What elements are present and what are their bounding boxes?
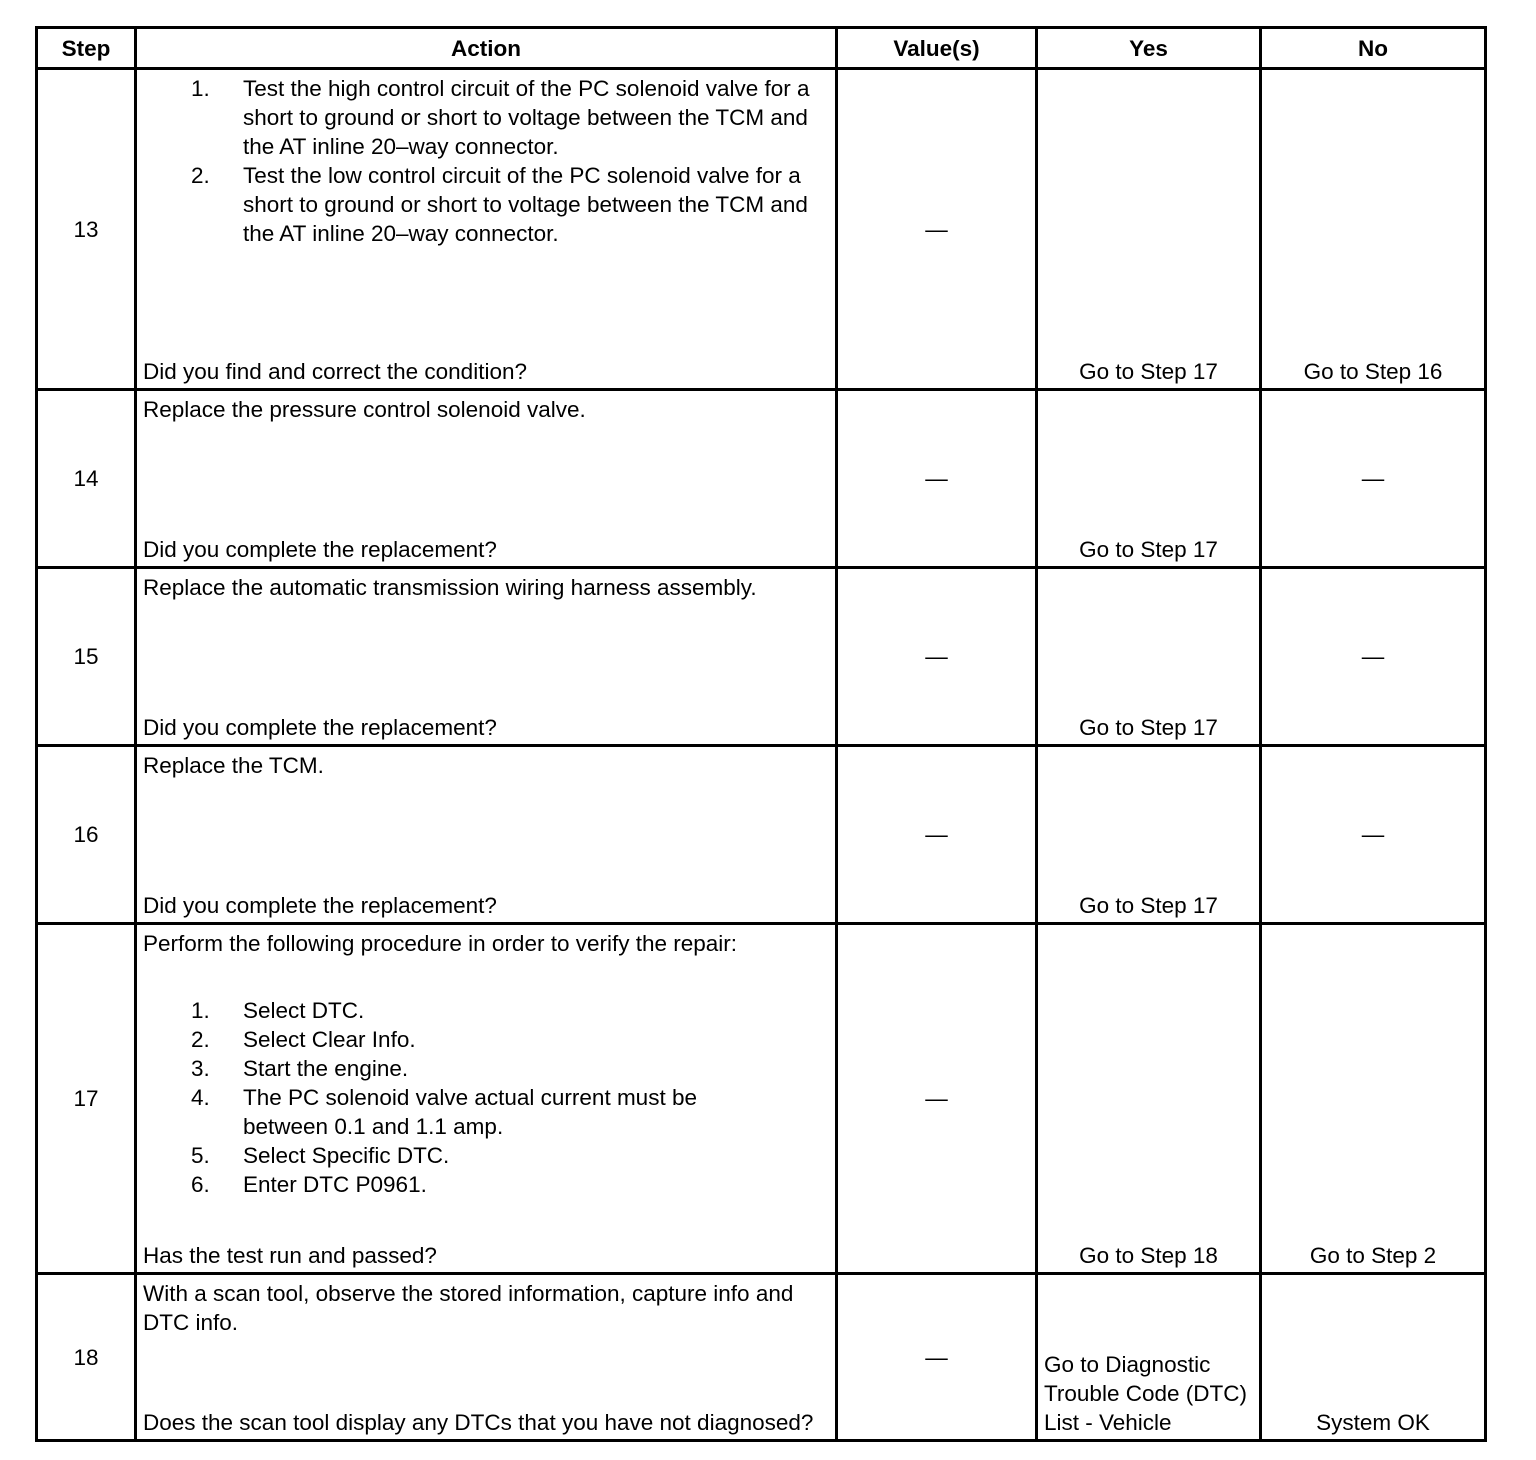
action-cell <box>136 390 837 568</box>
action-content <box>137 1275 835 1439</box>
value-cell: — <box>837 568 1037 746</box>
table-row <box>37 568 1486 746</box>
list-number: 5. <box>191 1143 210 1168</box>
action-text: Perform the following procedure in order to verify the repair: <box>143 931 738 956</box>
action-question: Has the test run and passed? <box>143 1243 437 1268</box>
table-row <box>37 1274 1486 1441</box>
yes-cell <box>1037 746 1261 924</box>
action-content <box>137 925 835 1272</box>
action-question: Did you complete the replacement? <box>143 715 497 740</box>
yes-link[interactable]: Go to Step 17 <box>1079 359 1218 384</box>
no-cell <box>1261 1274 1486 1441</box>
list-item <box>143 1054 829 1083</box>
yes-cell <box>1037 924 1261 1274</box>
list-item <box>143 996 829 1025</box>
list-item <box>143 161 829 248</box>
action-steps <box>143 996 829 1199</box>
list-number: 1. <box>191 998 210 1023</box>
value-cell: — <box>837 390 1037 568</box>
action-cell <box>136 924 837 1274</box>
yes-cell <box>1037 69 1261 390</box>
yes-link[interactable]: Go to Step 17 <box>1079 715 1218 740</box>
list-item <box>143 1025 829 1054</box>
action-cell <box>136 69 837 390</box>
no-link[interactable]: Go to Step 2 <box>1309 1243 1437 1268</box>
list-number: 2. <box>191 163 210 188</box>
list-item <box>143 74 829 161</box>
yes-link[interactable]: Go to Step 17 <box>1079 893 1218 918</box>
action-text: Replace the TCM. <box>143 753 324 778</box>
action-text: With a scan tool, observe the stored information, capture info and DTC info. <box>143 1281 794 1335</box>
yes-link[interactable]: Go to Step 17 <box>1079 537 1218 562</box>
action-question: Did you complete the replacement? <box>143 893 497 918</box>
header-values: Value(s) <box>837 28 1037 69</box>
no-cell: — <box>1261 390 1486 568</box>
action-text: Replace the pressure control solenoid valve. <box>143 397 586 422</box>
action-content <box>137 569 835 744</box>
step-number: 18 <box>37 1274 136 1441</box>
list-number: 4. <box>191 1085 210 1110</box>
list-number: 6. <box>191 1172 210 1197</box>
step-number: 15 <box>37 568 136 746</box>
yes-cell <box>1037 1274 1261 1441</box>
action-question: Does the scan tool display any DTCs that you have not diagnosed? <box>143 1410 814 1435</box>
header-yes: Yes <box>1037 28 1261 69</box>
list-number: 3. <box>191 1056 210 1081</box>
list-text: Select Specific DTC. <box>243 1143 450 1168</box>
action-cell <box>136 746 837 924</box>
list-item <box>143 1083 829 1141</box>
action-steps <box>143 74 829 248</box>
step-number: 13 <box>37 69 136 390</box>
diagnostic-table <box>35 26 1487 1442</box>
table-row <box>37 924 1486 1274</box>
header-action: Action <box>136 28 837 69</box>
action-question: Did you complete the replacement? <box>143 537 497 562</box>
action-content <box>137 391 835 566</box>
value-cell: — <box>837 924 1037 1274</box>
step-number: 17 <box>37 924 136 1274</box>
list-item <box>143 1170 829 1199</box>
yes-link[interactable]: Go to Step 18 <box>1079 1243 1218 1268</box>
action-content <box>137 747 835 922</box>
no-cell <box>1261 924 1486 1274</box>
table-row <box>37 69 1486 390</box>
list-text: Start the engine. <box>243 1056 409 1081</box>
header-no: No <box>1261 28 1486 69</box>
list-text: Test the high control circuit of the PC solenoid valve for a short to ground or short to voltage between the TCM and the AT inline 20–way connector. <box>243 76 810 159</box>
yes-link[interactable]: Go to Diagnostic Trouble Code (DTC) List - Vehicle <box>1044 1352 1247 1435</box>
no-cell: — <box>1261 746 1486 924</box>
table-row <box>37 746 1486 924</box>
no-result: System OK <box>1316 1410 1430 1435</box>
table-row <box>37 390 1486 568</box>
no-cell <box>1261 69 1486 390</box>
yes-cell <box>1037 568 1261 746</box>
header-row <box>37 28 1486 69</box>
step-number: 14 <box>37 390 136 568</box>
yes-cell <box>1037 390 1261 568</box>
list-text: Select Clear Info. <box>243 1027 416 1052</box>
action-content <box>137 70 835 388</box>
action-question: Did you find and correct the condition? <box>143 359 527 384</box>
action-text: Replace the automatic transmission wiring harness assembly. <box>143 575 757 600</box>
list-text: Enter DTC P0961. <box>243 1172 427 1197</box>
value-cell: — <box>837 69 1037 390</box>
list-item <box>143 1141 829 1170</box>
list-number: 2. <box>191 1027 210 1052</box>
list-text: Select DTC. <box>243 998 365 1023</box>
action-cell <box>136 1274 837 1441</box>
no-cell: — <box>1261 568 1486 746</box>
header-step: Step <box>37 28 136 69</box>
value-cell: — <box>837 746 1037 924</box>
step-number: 16 <box>37 746 136 924</box>
list-text: Test the low control circuit of the PC solenoid valve for a short to ground or short to voltage between the TCM and the AT inline 20–way connector. <box>243 163 808 246</box>
list-number: 1. <box>191 76 210 101</box>
no-link[interactable]: Go to Step 16 <box>1303 359 1443 384</box>
value-cell: — <box>837 1274 1037 1441</box>
list-text: The PC solenoid valve actual current must be between 0.1 and 1.1 amp. <box>243 1085 697 1139</box>
action-cell <box>136 568 837 746</box>
